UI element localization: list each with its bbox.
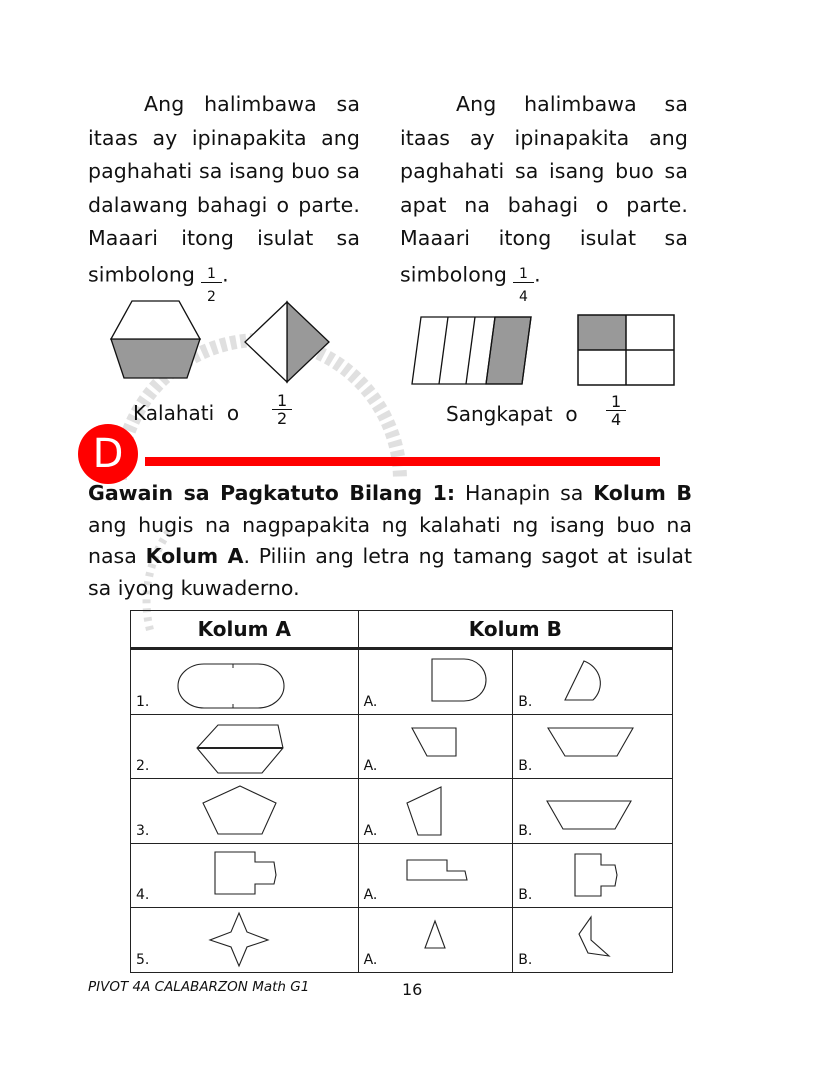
square-with-tab-icon	[131, 844, 359, 908]
step-rectangle-icon	[359, 844, 514, 908]
kalahati-caption: Kalahati o	[133, 401, 240, 425]
half-circle-slanted-icon	[513, 650, 673, 714]
table-header-row	[131, 611, 673, 649]
left-paragraph: Ang halimbawa sa itaas ay ipinapakita ang paghahati sa isang buo sa dalawang bahagi o parte. Maaari itong isulat sa simbolong $\frac{1}{2}$ .	[88, 92, 360, 305]
four-point-star-icon	[131, 908, 359, 972]
parallelogram-quarter-shaded-icon	[412, 316, 534, 386]
footer-source: PIVOT 4A CALABARZON Math G1	[88, 979, 310, 995]
table-row	[131, 714, 673, 779]
option-b-cell[interactable]: B.	[513, 779, 673, 844]
hexagon-half-shaded-icon	[110, 300, 202, 384]
triangle-icon	[359, 908, 514, 972]
instructions: Gawain sa Pagkatuto Bilang 1: Hanapin sa Kolum B ang hugis na nagpapakita ng kalahati ng isang buo na nasa Kolum A. Piliin ang letra ng tamang sagot at isulat sa iyong kuwaderno.	[88, 481, 692, 600]
table-row	[131, 779, 673, 844]
table-row	[131, 843, 673, 908]
option-b-cell[interactable]: B.	[513, 714, 673, 779]
section-divider	[145, 457, 660, 466]
pentagon-icon	[131, 779, 359, 843]
kolum-a-cell: 1.	[131, 649, 359, 715]
diamond-half-shaded-icon	[245, 300, 331, 384]
option-a-cell[interactable]: A.	[358, 908, 513, 973]
option-a-cell[interactable]: A.	[358, 779, 513, 844]
kalahati-fraction: $\frac{1}{2}$	[272, 392, 292, 427]
star-point-icon	[513, 908, 673, 972]
sangkapat-caption: Sangkapat o	[446, 402, 578, 426]
kolum-a-cell: 2.	[131, 714, 359, 779]
trapezoid-icon	[513, 715, 673, 779]
hexagon-halved-icon	[131, 715, 359, 779]
option-a-cell[interactable]: A.	[358, 649, 513, 715]
left-paragraph-text: Ang halimbawa sa itaas ay ipinapakita ang paghahati sa isang buo sa dalawang bahagi o parte. Maaari itong isulat sa simbolong	[88, 92, 360, 286]
page-number: 16	[402, 980, 423, 999]
right-paragraph: Ang halimbawa sa itaas ay ipinapakita ang paghahati sa isang buo sa apat na bahagi o parte. Maaari itong isulat sa simbolong $\frac{1}{4}$ .	[400, 92, 688, 305]
matching-table	[130, 610, 673, 973]
kolum-a-cell: 4.	[131, 843, 359, 908]
kolum-a-cell: 3.	[131, 779, 359, 844]
left-fraction: $\frac{1}{2}$	[201, 266, 222, 305]
quadrilateral-icon	[359, 779, 514, 843]
option-b-cell[interactable]: B.	[513, 649, 673, 715]
right-fraction: $\frac{1}{4}$	[513, 266, 534, 305]
rectangle-quarter-shaded-icon	[577, 314, 675, 386]
option-b-cell[interactable]: B.	[513, 908, 673, 973]
stadium-halved-icon	[131, 650, 359, 714]
half-stadium-icon	[359, 650, 514, 714]
kolum-a-cell: 5.	[131, 908, 359, 973]
trapezoid-icon	[513, 779, 673, 843]
header-kolum-a: Kolum A	[131, 611, 359, 649]
square-with-tab-icon	[513, 844, 673, 908]
instructions-title: Gawain sa Pagkatuto Bilang 1:	[88, 481, 456, 505]
quadrilateral-icon	[359, 715, 514, 779]
option-a-cell[interactable]: A.	[358, 843, 513, 908]
section-letter-badge: D	[78, 424, 138, 484]
table-row	[131, 908, 673, 973]
option-a-cell[interactable]: A.	[358, 714, 513, 779]
table-row	[131, 649, 673, 715]
option-b-cell[interactable]: B.	[513, 843, 673, 908]
sangkapat-fraction: $\frac{1}{4}$	[606, 393, 626, 428]
header-kolum-b: Kolum B	[358, 611, 672, 649]
right-paragraph-text: Ang halimbawa sa itaas ay ipinapakita ang paghahati sa isang buo sa apat na bahagi o parte. Maaari itong isulat sa simbolong	[400, 92, 688, 286]
